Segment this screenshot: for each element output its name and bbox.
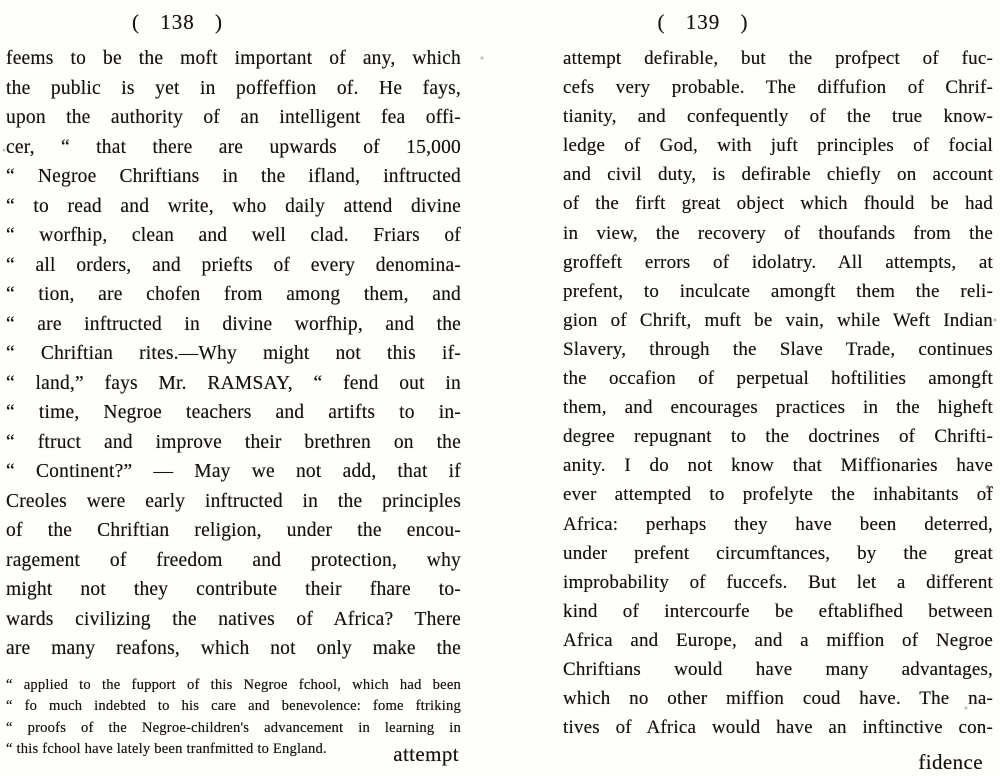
text-line: the public is yet in poffeffion of. He fays, [6, 77, 461, 99]
page-138 [6, 10, 461, 766]
text-line: might not they contribute their fhare to- [6, 579, 461, 600]
page-number-left: ( 138 ) [132, 10, 223, 34]
page-139-body-text [563, 44, 993, 742]
text-line: in view, the recovery of thoufands from the [563, 222, 993, 244]
text-line: Africa and Europe, and a miffion of Negroe [563, 629, 993, 651]
text-line: Africa: perhaps they have been deterred, [563, 513, 993, 535]
text-line: which no other miffion coud have. The na- [563, 688, 993, 710]
text-line: degree repugnant to the doctrines of Chrifti- [563, 426, 993, 448]
text-line: “ time, Negroe teachers and artifts to in- [6, 402, 461, 423]
catchword-right: fidence [918, 750, 983, 774]
text-line: “ are inftructed in divine worfhip, and the [6, 313, 461, 335]
catchword-left: attempt [393, 742, 459, 766]
text-line: “ applied to the fupport of this Negroe fchool, which had been [6, 676, 461, 693]
text-line: are many reafons, which not only make the [6, 638, 461, 659]
text-line: “ Chriftian rites.—Why might not this if- [6, 343, 461, 364]
text-line: improbability of fuccefs. But let a different [563, 571, 993, 593]
text-line: Creoles were early inftructed in the principles [6, 490, 461, 512]
text-line: groffeft errors of idolatry. All attempts, at [563, 251, 993, 273]
text-line: tives of Africa would have an inftinctive con- [563, 717, 993, 739]
text-line: and civil duty, is defirable chiefly on account [563, 164, 993, 186]
page-number-right: ( 139 ) [657, 10, 749, 34]
text-line: “ to read and write, who daily attend divine [6, 195, 461, 217]
text-line: “ proofs of the Negroe-children's advancement in learning in [6, 719, 461, 736]
text-line: attempt defirable, but the profpect of fuc- [563, 48, 993, 69]
text-line: under prefent circumftances, by the great [563, 542, 993, 564]
text-line: “ fo much indebted to his care and benevolence: fome ftriking [6, 698, 461, 714]
text-line: “ this fchool have lately been tranfmitted to England. [6, 741, 327, 757]
text-line: “ Negroe Chriftians in the ifland, inftructed [6, 166, 461, 187]
text-line: prefent, to inculcate amongft them the reli- [563, 280, 993, 302]
text-line: wards civilizing the natives of Africa? There [6, 608, 461, 630]
text-line: “ all orders, and priefts of every denomina- [6, 254, 461, 276]
text-line: anity. I do not know that Miffionaries have [563, 455, 993, 477]
text-line: “ land,” fays Mr. RAMSAY, “ fend out in [6, 372, 461, 394]
text-line: “ worfhip, clean and well clad. Friars of [6, 225, 461, 246]
page-139 [563, 10, 993, 774]
text-line: of the firft great object which fhould be had [563, 193, 993, 215]
text-line: “ ftruct and improve their brethren on the [6, 431, 461, 453]
text-line: gion of Chrift, muft be vain, while Weft Indian [563, 309, 993, 331]
text-line: feems to be the moft important of any, which [6, 48, 461, 69]
text-line: ledge of God, with juft principles of focial [563, 135, 993, 157]
text-line: of the Chriftian religion, under the encou- [6, 520, 461, 541]
text-line: upon the authority of an intelligent fea offi- [6, 107, 461, 128]
text-line: Chriftians would have many advantages, [563, 658, 993, 680]
text-line: ragement of freedom and protection, why [6, 549, 461, 571]
text-line: ever attempted to profelyte the inhabitants of [563, 484, 993, 506]
text-line: “ Continent?” — May we not add, that if [6, 461, 461, 482]
text-line: “ tion, are chofen from among them, and [6, 284, 461, 305]
text-line: kind of intercourfe be eftablifhed between [563, 600, 993, 622]
text-line: them, and encourages practices in the higheft [563, 397, 993, 419]
text-line: the occafion of perpetual hoftilities amongft [563, 368, 993, 390]
text-line: tianity, and confequently of the true know- [563, 106, 993, 128]
page-138-body-text [6, 44, 461, 664]
text-line: Slavery, through the Slave Trade, continues [563, 338, 993, 360]
text-line: cer, “ that there are upwards of 15,000 [6, 136, 461, 158]
text-line: cefs very probable. The diffufion of Chrif- [563, 77, 993, 99]
